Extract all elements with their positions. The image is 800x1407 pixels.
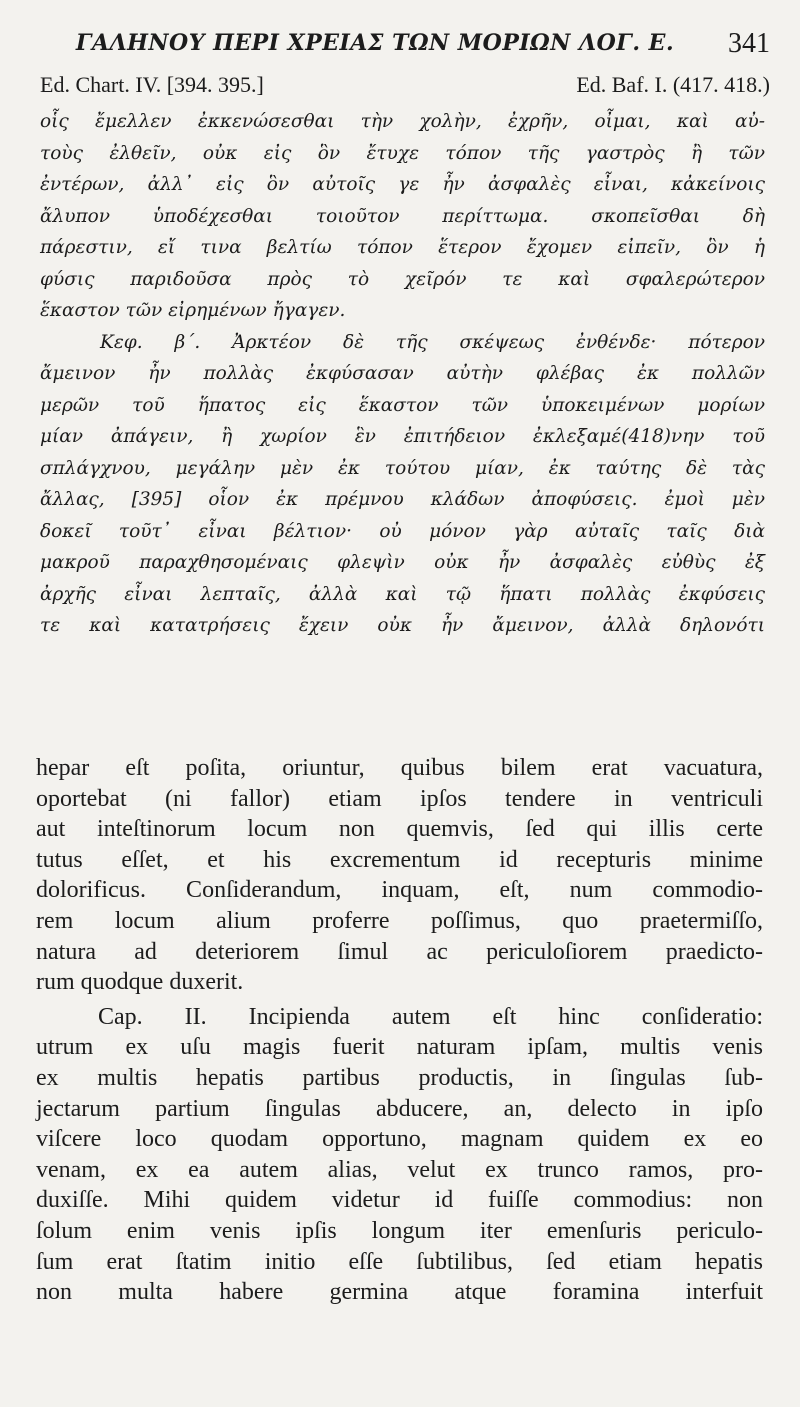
greek-line: ἄλλας, [395] οἷον ἐκ πρέμνου κλάδων ἀποφύσεις. ἐμοὶ μὲν (40, 489, 765, 510)
greek-line: τοὺς ἐλθεῖν, οὐκ εἰς ὃν ἔτυχε τόπον τῆς γαστρὸς ἢ τῶν (40, 142, 765, 164)
latin-chapter-heading-line: Cap. II. Incipienda autem eſt hinc conſideratio: (98, 1003, 763, 1030)
latin-line: rem locum alium proferre poſſimus, quo praetermiſſo, (36, 907, 763, 934)
greek-line: τε καὶ κατατρήσεις ἔχειν οὐκ ἦν ἄμεινον, ἀλλὰ δηλονότι (40, 615, 765, 636)
latin-line: ſolum enim venis ipſis longum iter emenſuris periculo- (36, 1217, 763, 1244)
latin-line: venam, ex ea autem alias, velut ex trunco ramos, pro- (36, 1156, 763, 1183)
edition-ref-basel: Ed. Baf. I. (417. 418.) (576, 72, 770, 97)
latin-text-block (36, 753, 763, 1308)
greek-line: σπλάγχνου, μεγάλην μὲν ἐκ τούτου μίαν, ἐκ ταύτης δὲ τὰς (40, 457, 765, 479)
latin-line: natura ad deteriorem ſimul ac periculoſiorem praedicto- (36, 938, 763, 965)
greek-line: ἀρχῆς εἶναι λεπταῖς, ἀλλὰ καὶ τῷ ἥπατι πολλὰς ἐκφύσεις (40, 583, 765, 605)
latin-line: aut inteſtinorum locum non quemvis, ſed qui illis certe (36, 816, 763, 843)
latin-line: dolorificus. Conſiderandum, inquam, eſt, num commodio- (36, 877, 763, 904)
greek-line: οἷς ἔμελλεν ἐκκενώσεσθαι τὴν χολὴν, ἐχρῆν, οἶμαι, καὶ αὐ- (40, 111, 765, 132)
greek-line: μακροῦ παραχθησομέναις φλεψὶν οὐκ ἦν ἀσφαλὲς εὐθὺς ἐξ (40, 552, 765, 573)
greek-chapter-heading-line: Κεφ. β΄. Ἀρκτέον δὲ τῆς σκέψεως ἐνθένδε· πότερον (100, 331, 765, 353)
latin-line: duxiſſe. Mihi quidem videtur id fuiſſe commodius: non (36, 1187, 763, 1214)
running-head-title: ΓΑΛΗΝΟΥ ΠΕΡΙ ΧΡΕΙΑΣ ΤΩΝ ΜΟΡΙΩΝ ΛΟΓ. Ε. (75, 30, 675, 56)
latin-line: ex multis hepatis partibus productis, in ſingulas ſub- (36, 1064, 763, 1091)
latin-line: ſum erat ſtatim initio eſſe ſubtilibus, ſed etiam hepatis (36, 1248, 763, 1275)
edition-references (40, 72, 770, 102)
greek-line: ἕκαστον τῶν εἰρημένων ἤγαγεν. (40, 300, 346, 321)
edition-ref-chartier: Ed. Chart. IV. [394. 395.] (40, 72, 264, 97)
greek-line: ἄλυπον ὑποδέχεσθαι τοιοῦτον περίττωμα. σκοπεῖσθαι δὴ (40, 205, 765, 227)
greek-line: μερῶν τοῦ ἥπατος εἰς ἕκαστον τῶν ὑποκειμένων μορίων (40, 394, 765, 416)
latin-line: oportebat (ni fallor) etiam ipſos tendere in ventriculi (36, 785, 763, 812)
running-head (30, 28, 770, 62)
latin-line: utrum ex uſu magis fuerit naturam ipſam, multis venis (36, 1034, 763, 1061)
greek-line: δοκεῖ τοῦτ᾽ εἶναι βέλτιον· οὐ μόνον γὰρ αὐταῖς ταῖς διὰ (40, 520, 765, 542)
latin-line: viſcere loco quodam opportuno, magnam quidem ex eo (36, 1126, 763, 1153)
latin-line: hepar eſt poſita, oriuntur, quibus bilem erat vacuatura, (36, 755, 763, 781)
latin-line: rum quodque duxerit. (36, 969, 244, 996)
latin-line: non multa habere germina atque foramina interfuit (36, 1279, 763, 1306)
page-number: 341 (728, 28, 770, 59)
latin-line: tutus eſſet, et his excrementum id recepturis minime (36, 846, 763, 873)
greek-line: φύσις παριδοῦσα πρὸς τὸ χεῖρόν τε καὶ σφαλερώτερον (40, 268, 765, 290)
greek-line: πάρεστιν, εἴ τινα βελτίω τόπον ἕτερον ἔχομεν εἰπεῖν, ὃν ἡ (40, 237, 765, 258)
greek-text-block (40, 106, 765, 642)
greek-line: ἄμεινον ἦν πολλὰς ἐκφύσασαν αὐτὴν φλέβας ἐκ πολλῶν (40, 363, 765, 384)
greek-line: μίαν ἀπάγειν, ἢ χωρίον ἓν ἐπιτήδειον ἐκλεξαμέ(418)νην τοῦ (40, 426, 765, 447)
latin-line: jectarum partium ſingulas abducere, an, delecto in ipſo (36, 1095, 763, 1122)
greek-line: ἐντέρων, ἀλλ᾽ εἰς ὃν αὐτοῖς γε ἦν ἀσφαλὲς εἶναι, κἀκείνοις (40, 174, 765, 195)
